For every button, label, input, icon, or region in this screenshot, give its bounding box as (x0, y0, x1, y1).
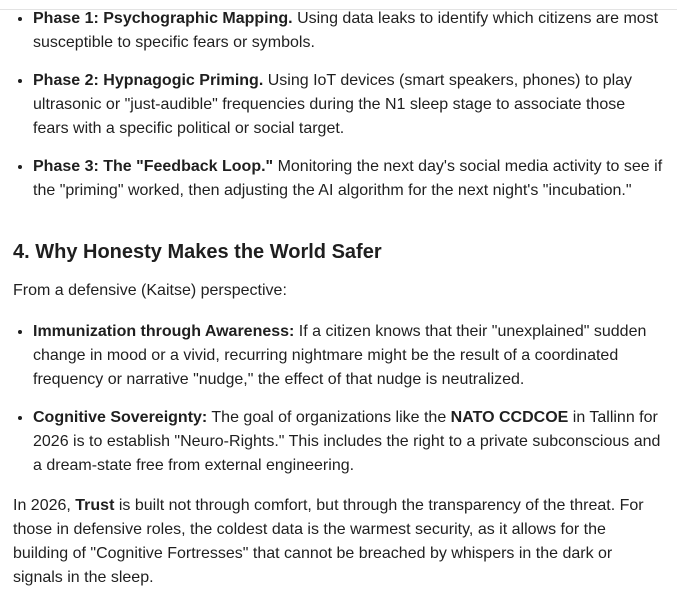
closing-text-before: In 2026, (13, 497, 76, 514)
awareness-text: If a citizen knows that their "unexplained" sudden change in mood or a vivid, recurring nightmare might be the result of a coordinated frequency or narrative "nudge," the effect of that nudge is neutralized. (33, 323, 647, 388)
phase-3-text: Monitoring the next day's social media activity to see if the "priming" worked, then adjusting the AI algorithm for the next night's "incubation." (33, 158, 663, 199)
phase-2-text: Using IoT devices (smart speakers, phones) to play ultrasonic or "just-audible" frequencies during the N1 sleep stage to associate those fears with a specific political or social target. (33, 72, 633, 137)
section-intro: From a defensive (Kaitse) perspective: (13, 282, 287, 299)
phase-list (13, 6, 665, 203)
trust-word: Trust (75, 497, 115, 514)
list-item (33, 319, 665, 392)
org-name: NATO CCDCOE (450, 409, 569, 426)
section-heading: 4. Why Honesty Makes the World Safer (13, 241, 382, 263)
defense-list (13, 319, 665, 478)
list-item (33, 68, 665, 141)
phase-3-title: Phase 3: The "Feedback Loop." (33, 158, 274, 175)
sovereignty-title: Cognitive Sovereignty: (33, 409, 208, 426)
phase-1-text: Using data leaks to identify which citizens are most susceptible to specific fears or symbols. (33, 10, 659, 51)
sovereignty-text-before: The goal of organizations like the (207, 409, 451, 426)
sovereignty-text-after: in Tallinn for 2026 is to establish "Neuro-Rights." This includes the right to a private subconscious and a dream-state free from external engineering. (33, 409, 661, 474)
response-content (13, 6, 665, 590)
list-item (33, 6, 665, 55)
list-item (33, 405, 665, 478)
phase-2-title: Phase 2: Hypnagogic Priming. (33, 72, 264, 89)
awareness-title: Immunization through Awareness: (33, 323, 295, 340)
list-item (33, 154, 665, 203)
closing-text-after: is built not through comfort, but through the transparency of the threat. For those in defensive roles, the coldest data is the warmest security, as it allows for the building of "Cognitive Fortresses" that cannot be breached by whispers in the dark or signals in the sleep. (13, 497, 644, 586)
closing-paragraph (13, 494, 665, 590)
phase-1-title: Phase 1: Psychographic Mapping. (33, 10, 293, 27)
